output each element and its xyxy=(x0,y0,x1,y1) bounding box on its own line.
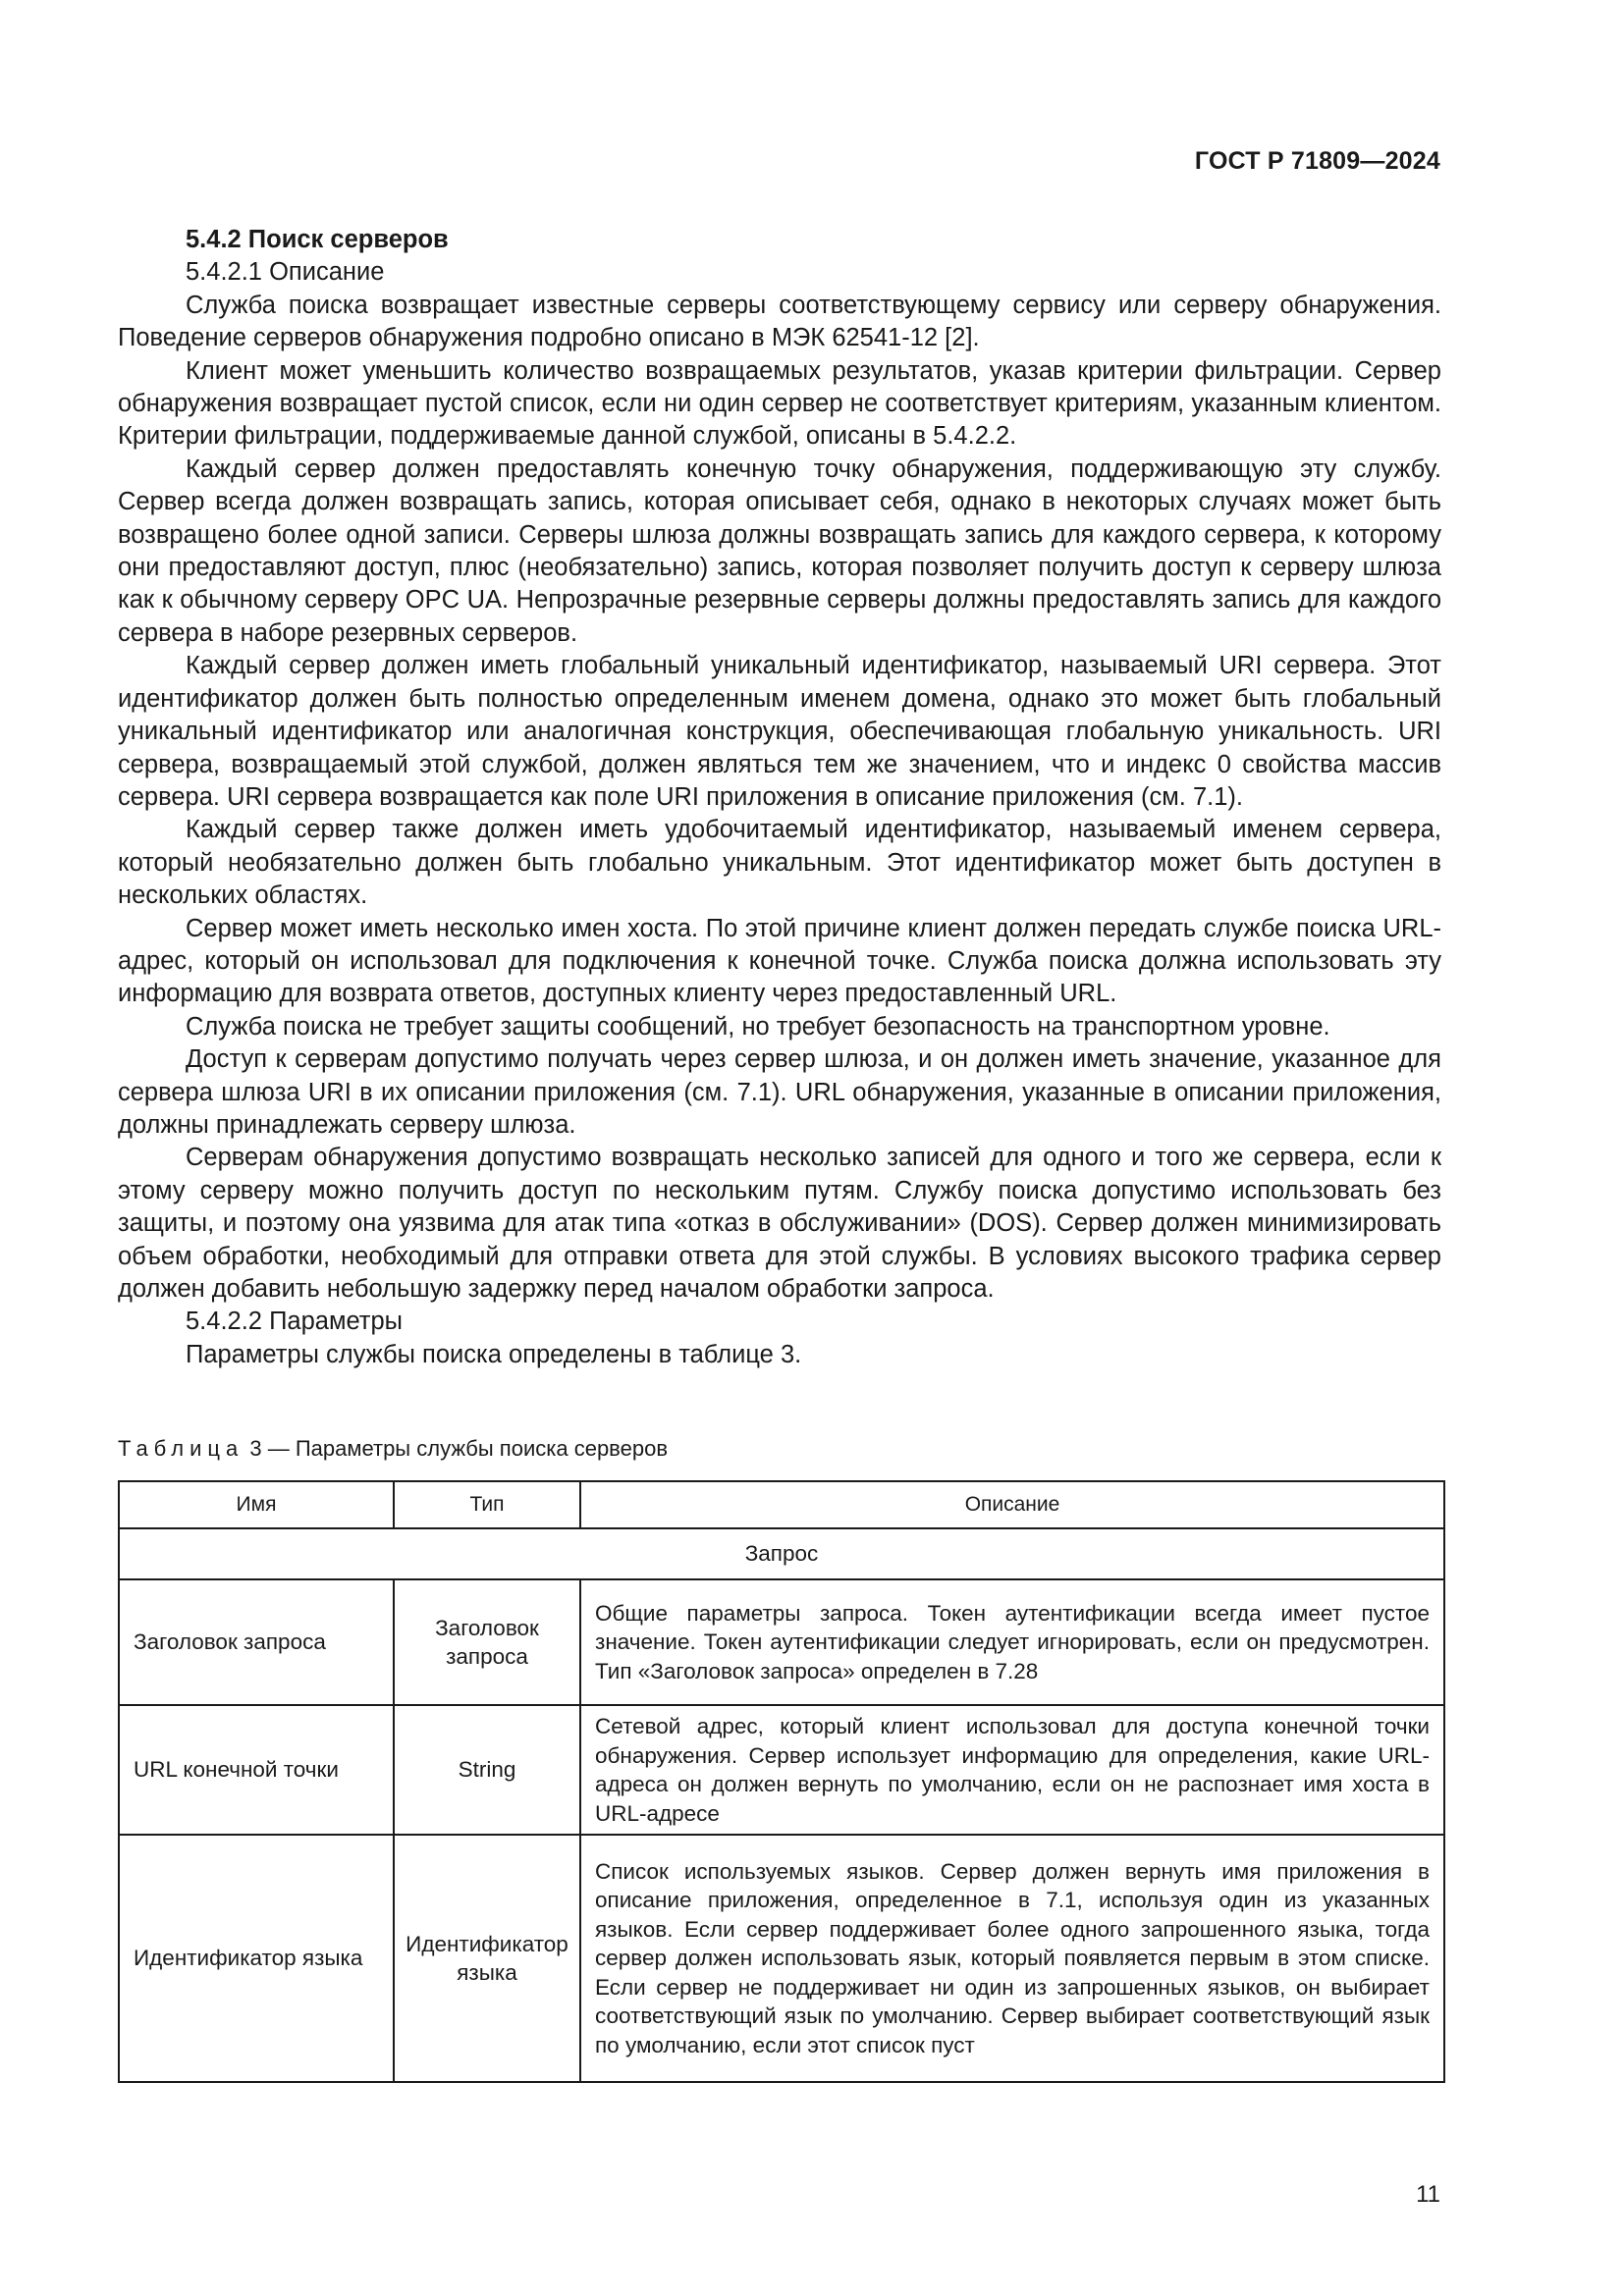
paragraph: Клиент может уменьшить количество возвращаемых результатов, указав критерии фильтрации. Сервер обнаружения возвращает пустой список, если ни один сервер не соответствует критериям, указанным клиентом. Критерии фильтрации, поддерживаемые данной службой, описаны в 5.4.2.2. xyxy=(118,356,1441,451)
section-heading: 5.4.2 Поиск серверов xyxy=(186,226,449,253)
paragraph: Служба поиска не требует защиты сообщений, но требует безопасность на транспортном уровне. xyxy=(186,1012,1330,1041)
cell-name: Идентификатор языка xyxy=(119,1835,394,2082)
paragraph: Серверам обнаружения допустимо возвращать несколько записей для одного и того же сервера, если к этому серверу можно получить доступ по нескольким путям. Службу поиска допустимо использовать без защиты, и поэтому она уязвима для атак типа «отказ в обслуживании» (DOS). Сервер должен минимизировать объем обработки, необходимый для отправки ответа для этой службы. В условиях высокого трафика сервер должен добавить небольшую задержку перед началом обработки запроса. xyxy=(118,1144,1441,1303)
subsection-heading-parameters: 5.4.2.2 Параметры xyxy=(186,1308,403,1336)
parameters-intro: Параметры службы поиска определены в таблице 3. xyxy=(186,1340,802,1368)
standard-designation: ГОСТ Р 71809—2024 xyxy=(1194,147,1440,175)
paragraph: Каждый сервер должен иметь глобальный уникальный идентификатор, называемый URI сервера. Этот идентификатор должен быть полностью определенным именем домена, однако это может быть глобальный уникальный идентификатор или аналогичная конструкция, обеспечивающая глобальную уникальность. URI сервера, возвращаемый этой службой, должен являться тем же значением, что и индекс 0 свойства массив сервера. URI сервера возвращается как поле URI приложения в описание приложения (см. 7.1). xyxy=(118,652,1441,811)
cell-name: URL конечной точки xyxy=(119,1705,394,1835)
paragraph: Служба поиска возвращает известные серверы соответствующему сервису или серверу обнаружения. Поведение серверов обнаружения подробно описано в МЭК 62541-12 [2]. xyxy=(118,291,1441,352)
table-header-row xyxy=(119,1481,1444,1528)
cell-name: Заголовок запроса xyxy=(119,1579,394,1705)
cell-type: Идентификатор языка xyxy=(394,1835,580,2082)
paragraph: Сервер может иметь несколько имен хоста. По этой причине клиент должен передать службе поиска URL-адрес, который он использовал для подключения к конечной точке. Служба поиска должна использовать эту информацию для возврата ответов, доступных клиенту через предоставленный URL. xyxy=(118,914,1441,1008)
table-row xyxy=(119,1579,1444,1705)
parameters-table xyxy=(118,1480,1445,2083)
section-label-request: Запрос xyxy=(119,1528,1444,1579)
document-body xyxy=(118,224,1441,1371)
column-header-type: Тип xyxy=(394,1481,580,1528)
cell-description: Список используемых языков. Сервер должен вернуть имя приложения в описание приложения, определенное в 7.1, используя один из указанных языков. Если сервер поддерживает более одного запрошенного языка, тогда сервер должен использовать язык, который появляется первым в этом списке. Если сервер не поддерживает ни один из запрошенных языков, он выбирает соответствующий язык по умолчанию. Сервер выбирает соответствующий язык по умолчанию, если этот список пуст xyxy=(580,1835,1444,2082)
table-row xyxy=(119,1835,1444,2082)
column-header-description: Описание xyxy=(580,1481,1444,1528)
cell-type: Заголовок запроса xyxy=(394,1579,580,1705)
cell-type: String xyxy=(394,1705,580,1835)
table-caption xyxy=(118,1435,668,1463)
table-section-row xyxy=(119,1528,1444,1579)
cell-description: Общие параметры запроса. Токен аутентификации всегда имеет пустое значение. Токен аутентификации следует игнорировать, если он предусмотрен. Тип «Заголовок запроса» определен в 7.28 xyxy=(580,1579,1444,1705)
page-number: 11 xyxy=(1416,2181,1440,2208)
paragraph: Каждый сервер должен предоставлять конечную точку обнаружения, поддерживающую эту службу. Сервер всегда должен возвращать запись, которая описывает себя, однако в некоторых случаях может быть возвращено более одной записи. Серверы шлюза должны возвращать запись для каждого сервера, к которому они предоставляют доступ, плюс (необязательно) запись, которая позволяет получить доступ к серверу шлюза как к обычному серверу OPC UA. Непрозрачные резервные серверы должны предоставлять запись для каждого сервера в наборе резервных серверов. xyxy=(118,454,1441,647)
table-caption-text: 3 — Параметры службы поиска серверов xyxy=(249,1436,669,1461)
column-header-name: Имя xyxy=(119,1481,394,1528)
subsection-heading-description: 5.4.2.1 Описание xyxy=(186,258,385,287)
paragraph: Доступ к серверам допустимо получать через сервер шлюза, и он должен иметь значение, указанное для сервера шлюза URI в их описании приложения (см. 7.1). URL обнаружения, указанные в описании приложения, должны принадлежать серверу шлюза. xyxy=(118,1045,1441,1139)
table-caption-label: Таблица xyxy=(118,1436,244,1461)
cell-description: Сетевой адрес, который клиент использовал для доступа конечной точки обнаружения. Сервер использует информацию для определения, какие URL-адреса он должен вернуть по умолчанию, если он не распознает имя хоста в URL-адресе xyxy=(580,1705,1444,1835)
table-row xyxy=(119,1705,1444,1835)
paragraph: Каждый сервер также должен иметь удобочитаемый идентификатор, называемый именем сервера, который необязательно должен быть глобально уникальным. Этот идентификатор может быть доступен в нескольких областях. xyxy=(118,816,1441,910)
